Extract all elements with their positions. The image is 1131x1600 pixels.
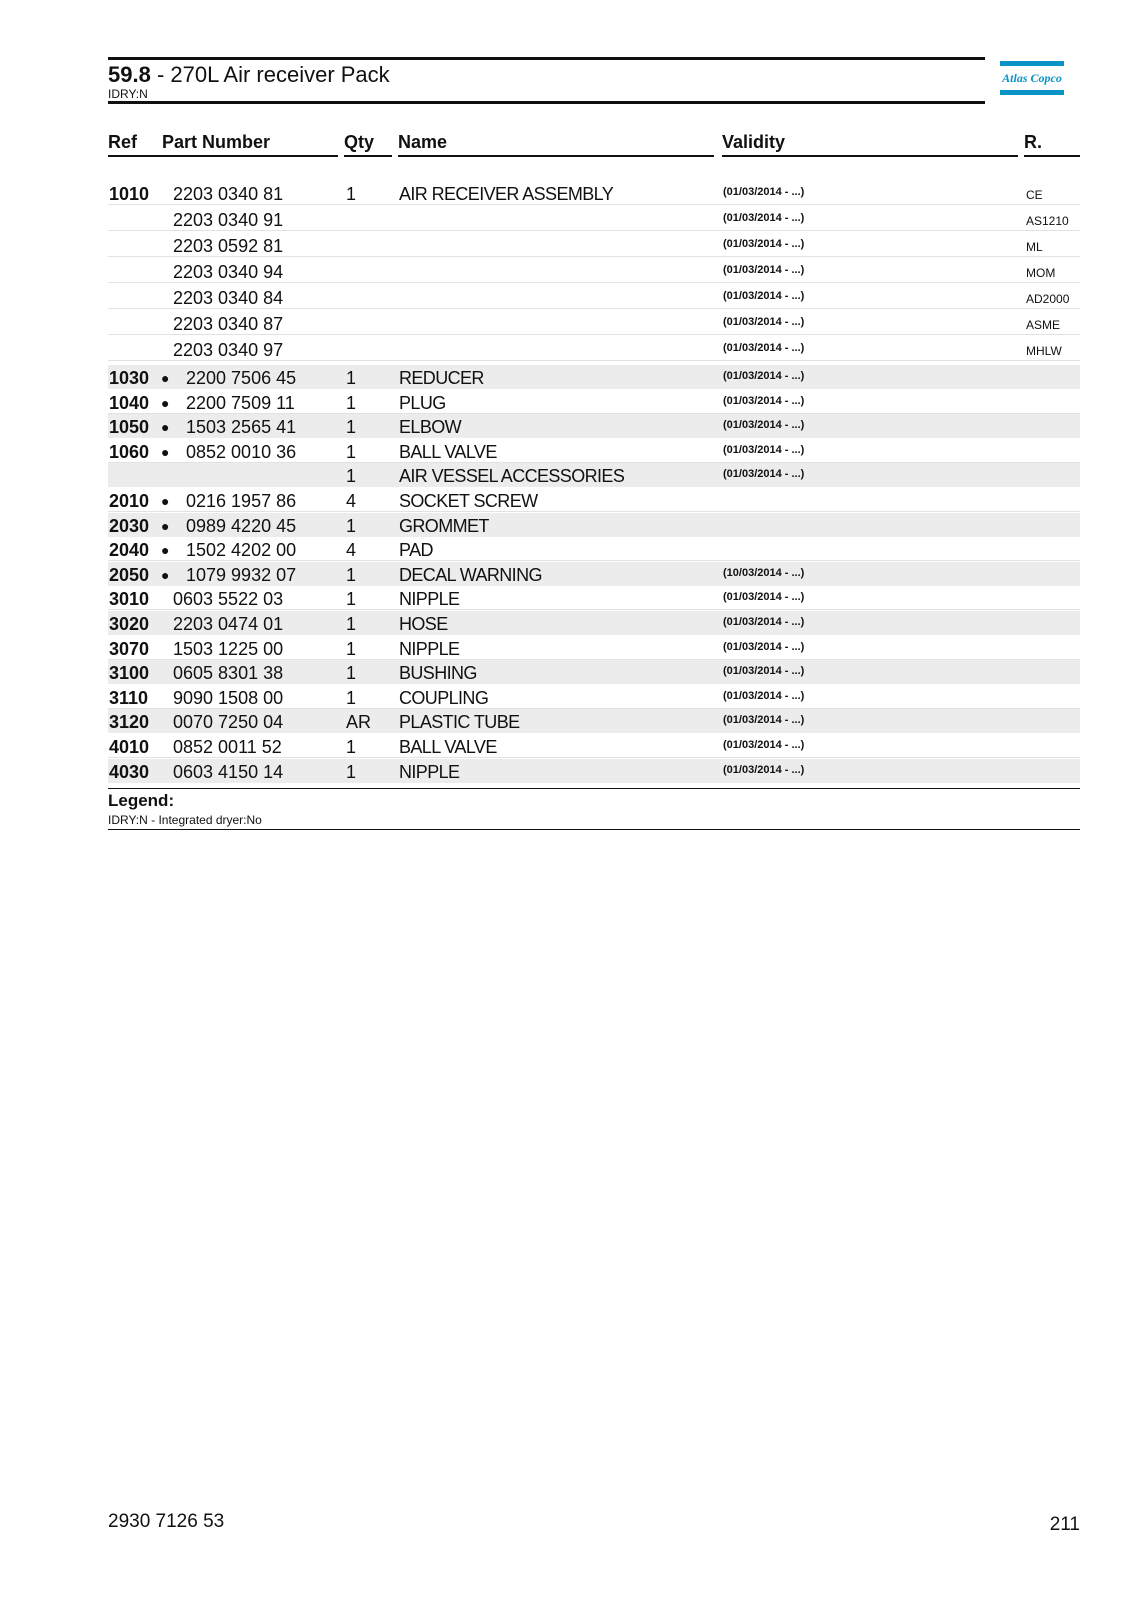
validity-cell: (01/03/2014 - ...): [723, 316, 805, 328]
qty-cell: 1: [346, 515, 357, 536]
section-number: 59.8: [108, 62, 151, 87]
page-subtitle: IDRY:N: [108, 87, 148, 101]
validity-cell: (01/03/2014 - ...): [723, 342, 805, 354]
validity-cell: (01/03/2014 - ...): [723, 665, 805, 678]
validity-cell: (01/03/2014 - ...): [723, 640, 805, 653]
qty-cell: 1: [346, 466, 357, 487]
part-number-cell: 1079 9932 07: [186, 564, 297, 585]
name-cell: BALL VALVE: [399, 441, 497, 462]
qty-cell: 1: [346, 392, 357, 413]
r-cell: AS1210: [1026, 214, 1069, 228]
name-cell: BALL VALVE: [399, 737, 497, 757]
ref-cell: 3020: [109, 614, 150, 634]
logo-bar-bottom: [1000, 90, 1064, 95]
col-header-qty: Qty: [344, 131, 392, 157]
footer-page-number: 211: [1049, 1514, 1080, 1535]
table-row: [108, 488, 1080, 512]
ref-cell: 4010: [109, 737, 150, 757]
ref-cell: 3100: [109, 663, 150, 684]
validity-cell: (10/03/2014 - ...): [723, 566, 805, 579]
logo-bar-top: [1000, 61, 1064, 66]
page-title: [108, 62, 390, 88]
col-header-ref: Ref: [108, 131, 162, 157]
table-row: [108, 513, 1080, 537]
part-number-cell: 0070 7250 04: [173, 712, 284, 733]
validity-cell: (01/03/2014 - ...): [723, 739, 805, 751]
qty-cell: 1: [346, 737, 357, 757]
validity-cell: (01/03/2014 - ...): [723, 468, 805, 481]
bullet-icon: ●: [161, 542, 170, 559]
bullet-icon: ●: [161, 493, 170, 509]
part-number-cell: 2203 0592 81: [173, 236, 284, 256]
table-row: [108, 709, 1080, 733]
table-row: [108, 537, 1080, 561]
legend-text: IDRY:N - Integrated dryer:No: [108, 813, 262, 827]
qty-cell: AR: [346, 712, 372, 733]
validity-cell: (01/03/2014 - ...): [723, 591, 805, 604]
name-cell: BUSHING: [399, 663, 477, 684]
table-row: [108, 414, 1080, 438]
part-number-cell: 1502 4202 00: [186, 540, 297, 561]
table-row: [108, 636, 1080, 660]
section-title: - 270L Air receiver Pack: [150, 62, 390, 87]
r-cell: CE: [1026, 188, 1043, 202]
ref-cell: 3110: [109, 687, 149, 708]
col-header-name: Name: [398, 131, 714, 157]
ref-cell: 1010: [109, 184, 150, 204]
table-row: [108, 390, 1080, 414]
table-row: [108, 685, 1080, 709]
part-number-cell: 0852 0010 36: [186, 441, 297, 462]
qty-cell: 4: [346, 540, 357, 561]
part-number-cell: 2203 0340 81: [173, 184, 284, 204]
qty-cell: 1: [346, 614, 357, 634]
ref-cell: 1030: [109, 368, 150, 388]
validity-cell: (01/03/2014 - ...): [723, 616, 805, 628]
name-cell: AIR VESSEL ACCESSORIES: [399, 466, 625, 487]
validity-cell: (01/03/2014 - ...): [723, 186, 805, 198]
r-cell: MOM: [1026, 266, 1056, 280]
part-number-cell: 2203 0340 87: [173, 314, 284, 334]
part-number-cell: 2203 0340 84: [173, 288, 284, 308]
table-row: [108, 365, 1080, 389]
table-row: [108, 586, 1080, 610]
qty-cell: 1: [346, 417, 357, 438]
part-number-cell: 0852 0011 52: [173, 737, 282, 757]
name-cell: NIPPLE: [399, 589, 460, 610]
name-cell: PLASTIC TUBE: [399, 712, 520, 733]
footer-document-number: 2930 7126 53: [108, 1511, 225, 1532]
ref-cell: 1060: [109, 441, 150, 462]
bullet-icon: ●: [161, 394, 170, 411]
table-row: [108, 207, 1080, 231]
qty-cell: 1: [346, 368, 357, 388]
ref-cell: 2010: [109, 491, 150, 511]
table-row: [108, 759, 1080, 783]
qty-cell: 1: [346, 184, 357, 204]
name-cell: REDUCER: [399, 368, 484, 388]
col-header-part-number: Part Number: [162, 131, 338, 157]
part-number-cell: 2203 0340 97: [173, 340, 284, 360]
bullet-icon: ●: [161, 443, 170, 460]
legend-divider-bottom: [108, 829, 1080, 830]
col-header-r: R.: [1024, 131, 1080, 157]
validity-cell: (01/03/2014 - ...): [723, 443, 805, 456]
part-number-cell: 2203 0474 01: [173, 614, 284, 634]
logo-text: Atlas Copco: [1002, 71, 1062, 85]
name-cell: NIPPLE: [399, 638, 460, 659]
name-cell: HOSE: [399, 614, 448, 634]
name-cell: AIR RECEIVER ASSEMBLY: [399, 184, 614, 204]
table-row: [108, 285, 1080, 309]
part-number-cell: 1503 1225 00: [173, 638, 284, 659]
qty-cell: 4: [346, 491, 357, 511]
part-number-cell: 0603 5522 03: [173, 589, 284, 610]
name-cell: PLUG: [399, 392, 446, 413]
qty-cell: 1: [346, 663, 357, 684]
part-number-cell: 9090 1508 00: [173, 687, 284, 708]
ref-cell: 1050: [109, 417, 150, 438]
table-row: [108, 562, 1080, 586]
ref-cell: 3070: [109, 638, 150, 659]
name-cell: DECAL WARNING: [399, 564, 542, 585]
table-row: [108, 233, 1080, 257]
validity-cell: (01/03/2014 - ...): [723, 689, 805, 702]
qty-cell: 1: [346, 761, 357, 782]
part-number-cell: 0603 4150 14: [173, 761, 284, 782]
name-cell: PAD: [399, 540, 433, 561]
ref-cell: 3120: [109, 712, 150, 733]
validity-cell: (01/03/2014 - ...): [723, 714, 805, 727]
col-header-validity: Validity: [722, 131, 1018, 157]
qty-cell: 1: [346, 687, 357, 708]
validity-cell: (01/03/2014 - ...): [723, 370, 805, 382]
r-cell: ASME: [1026, 318, 1061, 332]
validity-cell: (01/03/2014 - ...): [723, 212, 805, 224]
page-header: [108, 57, 985, 104]
ref-cell: 1040: [109, 392, 150, 413]
qty-cell: 1: [346, 564, 357, 585]
part-number-cell: 1503 2565 41: [186, 417, 297, 438]
part-number-cell: 2203 0340 94: [173, 262, 284, 282]
table-row: [108, 259, 1080, 283]
ref-cell: 4030: [109, 761, 150, 782]
part-number-cell: 2200 7509 11: [186, 392, 295, 413]
name-cell: COUPLING: [399, 687, 489, 708]
part-number-cell: 0605 8301 38: [173, 663, 284, 684]
name-cell: ELBOW: [399, 417, 462, 438]
r-cell: ML: [1026, 240, 1043, 254]
table-row: [108, 463, 1080, 487]
table-row: [108, 439, 1080, 463]
ref-cell: 3010: [109, 589, 150, 610]
table-row: [108, 311, 1080, 335]
part-number-cell: 0989 4220 45: [186, 515, 297, 536]
validity-cell: (01/03/2014 - ...): [723, 264, 805, 276]
validity-cell: (01/03/2014 - ...): [723, 763, 805, 776]
part-number-cell: 2203 0340 91: [173, 210, 284, 230]
ref-cell: 2030: [109, 515, 150, 536]
validity-cell: (01/03/2014 - ...): [723, 394, 805, 407]
qty-cell: 1: [346, 589, 357, 610]
r-cell: AD2000: [1026, 292, 1070, 306]
name-cell: NIPPLE: [399, 761, 460, 782]
ref-cell: 2040: [109, 540, 150, 561]
table-row: [108, 611, 1080, 635]
ref-cell: 2050: [109, 564, 150, 585]
table-row: [108, 337, 1080, 361]
table-row: [108, 660, 1080, 684]
r-cell: MHLW: [1026, 344, 1062, 358]
bullet-icon: ●: [161, 566, 170, 583]
qty-cell: 1: [346, 441, 357, 462]
part-number-cell: 2200 7506 45: [186, 368, 297, 388]
validity-cell: (01/03/2014 - ...): [723, 290, 805, 302]
legend-title: Legend:: [108, 791, 175, 810]
brand-logo: [1000, 61, 1064, 95]
legend-divider-top: [108, 788, 1080, 789]
validity-cell: (01/03/2014 - ...): [723, 238, 805, 250]
name-cell: SOCKET SCREW: [399, 491, 538, 511]
qty-cell: 1: [346, 638, 357, 659]
part-number-cell: 0216 1957 86: [186, 491, 297, 511]
table-row: [108, 181, 1080, 205]
validity-cell: (01/03/2014 - ...): [723, 419, 805, 432]
table-row: [108, 734, 1080, 758]
bullet-icon: ●: [161, 517, 170, 534]
bullet-icon: ●: [161, 370, 170, 386]
bullet-icon: ●: [161, 419, 170, 436]
name-cell: GROMMET: [399, 515, 489, 536]
